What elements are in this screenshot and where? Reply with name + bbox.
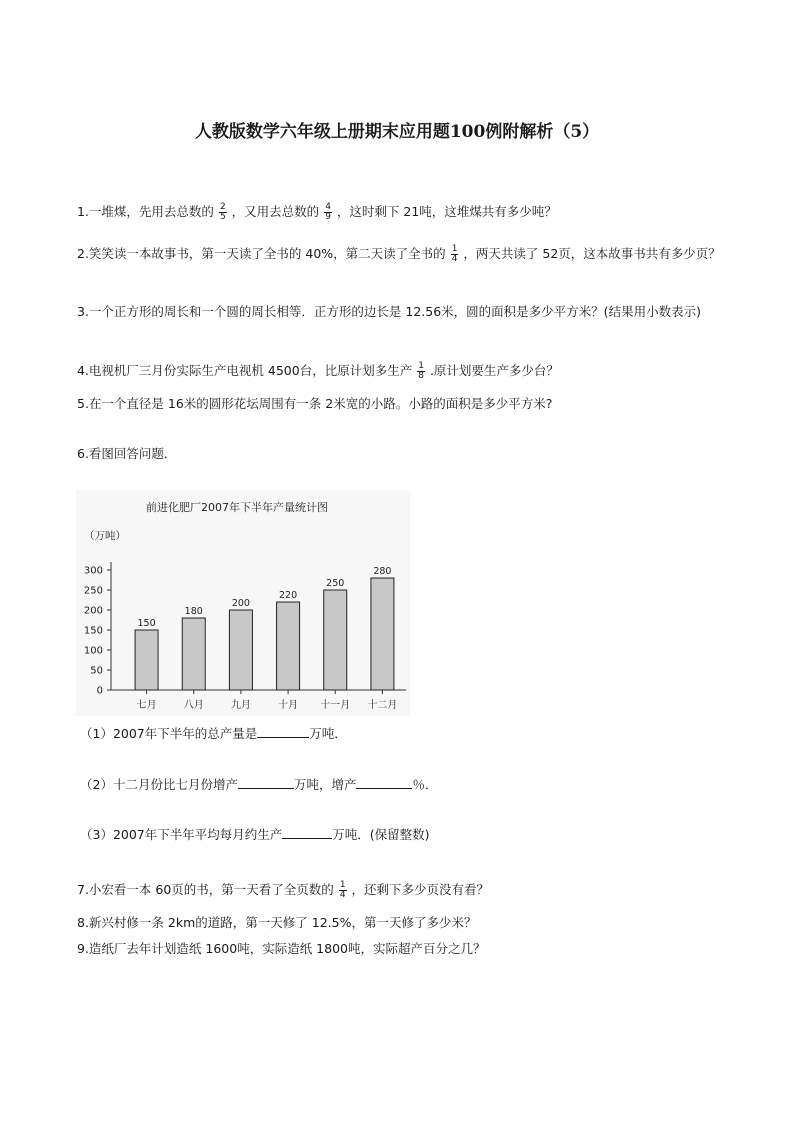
question-5: 5.在一个直径是 16米的圆形花坛周围有一条 2米宽的小路。小路的面积是多少平方米? (77, 396, 553, 411)
chart-bar (324, 590, 347, 690)
q6-1-text-b: 万吨． (309, 726, 347, 741)
question-6: 6.看图回答问题． (77, 446, 177, 461)
q6-3-answer-blank[interactable] (282, 826, 332, 839)
q4-text-a: 4.电视机厂三月份实际生产电视机 4500台，比原计划多生产 (77, 363, 413, 378)
question-7 (77, 881, 489, 900)
chart-y-tick-label: 200 (83, 605, 103, 617)
chart-y-tick-label: 300 (83, 565, 103, 577)
question-8: 8.新兴村修一条 2km的道路，第一天修了 12.5%，第一天修了多少米？ (77, 915, 477, 930)
chart-category-label: 七月 (136, 700, 157, 711)
q1-fraction-1: $\frac{2}{5}$ (219, 202, 226, 222)
q6-2-text-a: （2）十二月份比七月份增产 (80, 777, 238, 792)
chart-data-label: 150 (137, 618, 156, 629)
chart-y-unit-label: （万吨） (84, 530, 126, 542)
q6-3-text-a: （3）2007年下半年平均每月约生产 (80, 827, 283, 842)
q6-1-text-a: （1）2007年下半年的总产量是 (80, 726, 258, 741)
question-9: 9.造纸厂去年计划造纸 1600吨，实际造纸 1800吨，实际超产百分之几？ (77, 941, 486, 956)
q4-fraction-1: $\frac{1}{8}$ (418, 361, 424, 381)
q2-text-a: 2.笑笑读一本故事书，第一天读了全书的 40%，第二天读了全书的 (77, 246, 446, 261)
chart-y-tick-label: 100 (83, 645, 103, 657)
chart-data-label: 200 (231, 598, 250, 609)
question-1 (77, 203, 557, 222)
chart-data-label: 280 (373, 566, 392, 577)
chart-bar (371, 578, 394, 690)
chart-data-label: 250 (326, 578, 345, 589)
chart-category-label: 十一月 (320, 700, 351, 711)
q7-text-a: 7.小宏看一本 60页的书，第一天看了全页数的 (77, 882, 334, 897)
chart-bar (229, 610, 252, 690)
chart-category-label: 十二月 (367, 700, 398, 711)
q6-2-text-c: ％． (412, 777, 438, 792)
chart-body (84, 562, 406, 711)
chart-category-label: 十月 (278, 700, 299, 711)
q2-text-b: ，两天共读了 52页，这本故事书共有多少页？ (463, 246, 721, 261)
chart-bar (277, 602, 300, 690)
chart-y-tick-label: 50 (90, 665, 103, 677)
q6-3-text-b: 万吨．(保留整数) (332, 827, 430, 842)
q6-1-answer-blank[interactable] (257, 725, 309, 738)
chart-bar (182, 618, 205, 690)
chart-title: 前进化肥厂2007年下半年产量统计图 (146, 501, 328, 514)
q1-text-c: ，这时剩下 21吨，这堆煤共有多少吨？ (336, 204, 557, 219)
chart-category-label: 八月 (183, 700, 204, 711)
q2-fraction-1: $\frac{1}{4}$ (451, 244, 458, 264)
q7-fraction-1: $\frac{1}{4}$ (339, 880, 346, 900)
q4-text-b: .原计划要生产多少台？ (429, 363, 559, 378)
q1-fraction-2: $\frac{4}{9}$ (325, 202, 331, 222)
question-3: 3.一个正方形的周长和一个圆的周长相等．正方形的边长是 12.56米，圆的面积是多少平方米？(结果用小数表示) (77, 304, 701, 319)
chart-y-tick-label: 250 (83, 585, 103, 597)
q7-text-b: ，还剩下多少页没有看？ (351, 882, 490, 897)
question-4 (77, 362, 559, 381)
question-2 (77, 241, 721, 266)
q1-text-a: 1.一堆煤，先用去总数的 (77, 204, 214, 219)
chart-y-tick-label: 150 (83, 625, 103, 637)
question-6-3 (80, 825, 430, 843)
chart-data-label: 220 (279, 590, 298, 601)
question-6-2 (80, 775, 438, 793)
production-bar-chart (76, 490, 410, 716)
q6-2-answer-blank-1[interactable] (238, 776, 294, 789)
document-title: 人教版数学六年级上册期末应用题100例附解析（5） (194, 122, 600, 142)
q1-text-b: ，又用去总数的 (231, 204, 320, 219)
question-6-1 (80, 724, 347, 742)
q6-2-answer-blank-2[interactable] (356, 776, 412, 789)
chart-data-label: 180 (184, 606, 203, 617)
q6-2-text-b: 万吨，增产 (293, 777, 357, 792)
chart-category-label: 九月 (230, 700, 251, 711)
chart-y-tick-label: 0 (96, 685, 103, 697)
chart-bar (135, 630, 158, 690)
